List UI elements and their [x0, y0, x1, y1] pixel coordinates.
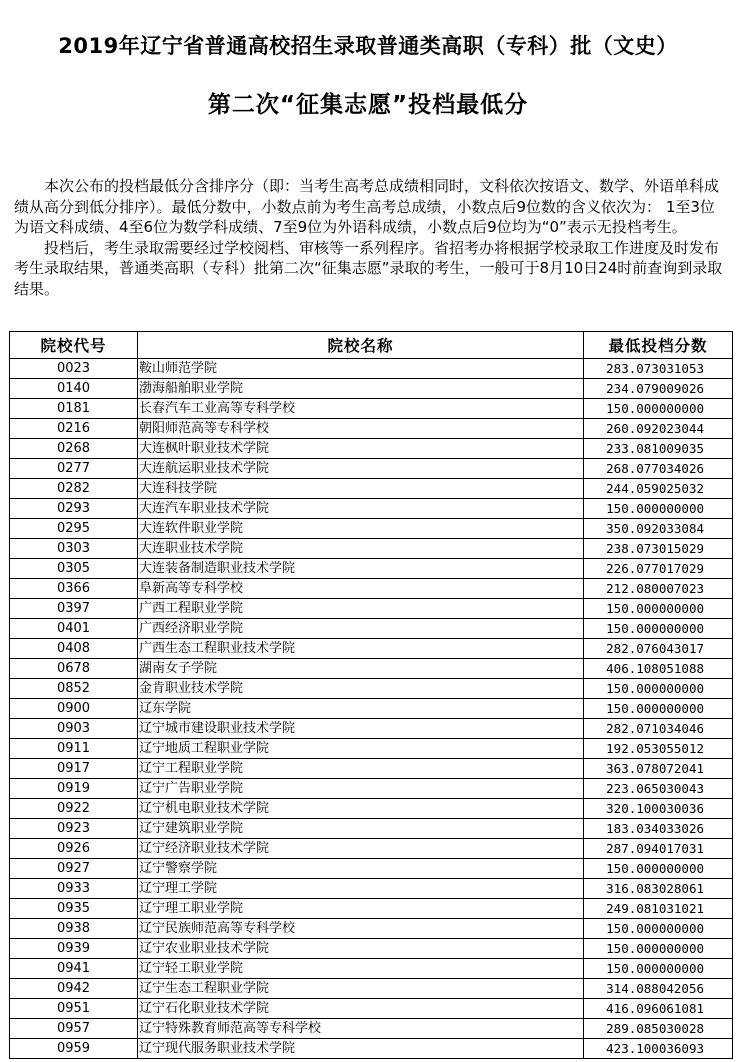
- school-name-cell: 辽宁现代服务职业技术学院: [138, 1039, 584, 1059]
- school-code-cell: 0951: [10, 999, 138, 1019]
- school-name-cell: 广西生态工程职业技术学院: [138, 639, 584, 659]
- school-code-cell: 0268: [10, 439, 138, 459]
- document-title: 2019年辽宁省普通高校招生录取普通类高职（专科）批（文史）: [58, 34, 678, 58]
- min-score-cell: 150.000000000: [584, 399, 733, 419]
- table-row: [10, 899, 733, 919]
- school-name-cell: 辽宁城市建设职业技术学院: [138, 719, 584, 739]
- school-name-cell: 鞍山师范学院: [138, 359, 584, 379]
- school-name-cell: 辽宁特殊教育师范高等专科学校: [138, 1019, 584, 1039]
- school-name-cell: 辽宁经济职业技术学院: [138, 839, 584, 859]
- school-name-cell: 辽宁理工职业学院: [138, 899, 584, 919]
- min-score-cell: 226.077017029: [584, 559, 733, 579]
- school-code-cell: 0942: [10, 979, 138, 999]
- school-name-cell: 辽宁农业职业技术学院: [138, 939, 584, 959]
- min-score-cell: 212.080007023: [584, 579, 733, 599]
- header-code: 院校代号: [10, 332, 138, 359]
- header-name: 院校名称: [138, 332, 584, 359]
- school-name-cell: 辽宁理工学院: [138, 879, 584, 899]
- min-score-cell: 234.079009026: [584, 379, 733, 399]
- school-name-cell: 辽宁警察学院: [138, 859, 584, 879]
- table-row: [10, 499, 733, 519]
- min-score-cell: 363.078072041: [584, 759, 733, 779]
- table-row: [10, 1019, 733, 1039]
- school-code-cell: 0939: [10, 939, 138, 959]
- table-body: [10, 359, 733, 1059]
- school-name-cell: 广西工程职业学院: [138, 599, 584, 619]
- table-header-row: [10, 332, 733, 359]
- school-code-cell: 0911: [10, 739, 138, 759]
- school-name-cell: 辽宁机电职业技术学院: [138, 799, 584, 819]
- min-score-cell: 316.083028061: [584, 879, 733, 899]
- min-score-cell: 150.000000000: [584, 859, 733, 879]
- table-row: [10, 619, 733, 639]
- min-score-cell: 350.092033084: [584, 519, 733, 539]
- table-row: [10, 839, 733, 859]
- school-code-cell: 0277: [10, 459, 138, 479]
- min-score-cell: 150.000000000: [584, 939, 733, 959]
- min-score-cell: 282.071034046: [584, 719, 733, 739]
- table-row: [10, 399, 733, 419]
- table-row: [10, 559, 733, 579]
- table-row: [10, 359, 733, 379]
- school-code-cell: 0935: [10, 899, 138, 919]
- school-code-cell: 0933: [10, 879, 138, 899]
- school-name-cell: 辽宁民族师范高等专科学校: [138, 919, 584, 939]
- school-code-cell: 0941: [10, 959, 138, 979]
- min-score-cell: 289.085030028: [584, 1019, 733, 1039]
- score-table: [9, 331, 733, 1059]
- school-name-cell: 渤海船舶职业学院: [138, 379, 584, 399]
- school-code-cell: 0917: [10, 759, 138, 779]
- min-score-cell: 406.108051088: [584, 659, 733, 679]
- school-code-cell: 0852: [10, 679, 138, 699]
- school-code-cell: 0919: [10, 779, 138, 799]
- table-row: [10, 679, 733, 699]
- table-row: [10, 879, 733, 899]
- min-score-cell: 416.096061081: [584, 999, 733, 1019]
- school-code-cell: 0140: [10, 379, 138, 399]
- table-row: [10, 939, 733, 959]
- table-row: [10, 479, 733, 499]
- min-score-cell: 287.094017031: [584, 839, 733, 859]
- min-score-cell: 282.076043017: [584, 639, 733, 659]
- table-row: [10, 779, 733, 799]
- school-code-cell: 0959: [10, 1039, 138, 1059]
- table-row: [10, 539, 733, 559]
- min-score-cell: 233.081009035: [584, 439, 733, 459]
- school-code-cell: 0181: [10, 399, 138, 419]
- table-row: [10, 999, 733, 1019]
- min-score-cell: 423.100036093: [584, 1039, 733, 1059]
- min-score-cell: 150.000000000: [584, 699, 733, 719]
- min-score-cell: 238.073015029: [584, 539, 733, 559]
- notes-section: [14, 176, 724, 299]
- school-code-cell: 0305: [10, 559, 138, 579]
- table-row: [10, 739, 733, 759]
- table-row: [10, 979, 733, 999]
- school-code-cell: 0957: [10, 1019, 138, 1039]
- header-score: 最低投档分数: [584, 332, 733, 359]
- school-name-cell: 湖南女子学院: [138, 659, 584, 679]
- school-name-cell: 辽宁工程职业学院: [138, 759, 584, 779]
- min-score-cell: 183.034033026: [584, 819, 733, 839]
- min-score-cell: 192.053055012: [584, 739, 733, 759]
- school-code-cell: 0303: [10, 539, 138, 559]
- school-name-cell: 辽宁石化职业技术学院: [138, 999, 584, 1019]
- table-row: [10, 719, 733, 739]
- school-name-cell: 阜新高等专科学校: [138, 579, 584, 599]
- min-score-cell: 150.000000000: [584, 619, 733, 639]
- table-row: [10, 959, 733, 979]
- table-row: [10, 819, 733, 839]
- school-name-cell: 金肯职业技术学院: [138, 679, 584, 699]
- school-code-cell: 0023: [10, 359, 138, 379]
- school-name-cell: 辽东学院: [138, 699, 584, 719]
- min-score-cell: 268.077034026: [584, 459, 733, 479]
- school-code-cell: 0295: [10, 519, 138, 539]
- min-score-cell: 283.073031053: [584, 359, 733, 379]
- school-code-cell: 0282: [10, 479, 138, 499]
- school-code-cell: 0293: [10, 499, 138, 519]
- school-code-cell: 0926: [10, 839, 138, 859]
- table-row: [10, 439, 733, 459]
- school-code-cell: 0678: [10, 659, 138, 679]
- school-code-cell: 0900: [10, 699, 138, 719]
- table-row: [10, 459, 733, 479]
- school-name-cell: 广西经济职业学院: [138, 619, 584, 639]
- school-code-cell: 0408: [10, 639, 138, 659]
- note-paragraph-1: 本次公布的投档最低分含排序分（即：当考生高考总成绩相同时，文科依次按语文、数学、外语单科成绩从高分到低分排序）。最低分数中，小数点前为考生高考总成绩，小数点后9位数的含义依次为： 1至3位为语文科成绩、4至6位为数学科成绩、7至9位为外语科成绩，小数点后9位均为“0”表示无投档考生。: [14, 177, 720, 236]
- school-name-cell: 大连枫叶职业技术学院: [138, 439, 584, 459]
- table-row: [10, 919, 733, 939]
- min-score-cell: 150.000000000: [584, 919, 733, 939]
- school-name-cell: 朝阳师范高等专科学校: [138, 419, 584, 439]
- school-name-cell: 长春汽车工业高等专科学校: [138, 399, 584, 419]
- table-row: [10, 1039, 733, 1059]
- min-score-cell: 244.059025032: [584, 479, 733, 499]
- school-code-cell: 0903: [10, 719, 138, 739]
- min-score-cell: 249.081031021: [584, 899, 733, 919]
- school-name-cell: 辽宁生态工程职业学院: [138, 979, 584, 999]
- school-code-cell: 0366: [10, 579, 138, 599]
- min-score-cell: 150.000000000: [584, 679, 733, 699]
- school-code-cell: 0938: [10, 919, 138, 939]
- school-code-cell: 0927: [10, 859, 138, 879]
- school-code-cell: 0401: [10, 619, 138, 639]
- min-score-cell: 150.000000000: [584, 959, 733, 979]
- table-row: [10, 579, 733, 599]
- document-subtitle: 第二次“征集志愿”投档最低分: [207, 92, 529, 118]
- table-row: [10, 419, 733, 439]
- school-name-cell: 大连软件职业学院: [138, 519, 584, 539]
- school-name-cell: 大连汽车职业技术学院: [138, 499, 584, 519]
- min-score-cell: 223.065030043: [584, 779, 733, 799]
- table-row: [10, 859, 733, 879]
- table-row: [10, 379, 733, 399]
- table-row: [10, 599, 733, 619]
- school-code-cell: 0923: [10, 819, 138, 839]
- school-name-cell: 辽宁轻工职业学院: [138, 959, 584, 979]
- school-code-cell: 0397: [10, 599, 138, 619]
- school-code-cell: 0216: [10, 419, 138, 439]
- table-row: [10, 699, 733, 719]
- table-row: [10, 759, 733, 779]
- table-row: [10, 639, 733, 659]
- min-score-cell: 150.000000000: [584, 499, 733, 519]
- min-score-cell: 314.088042056: [584, 979, 733, 999]
- table-row: [10, 519, 733, 539]
- note-paragraph-2: 投档后，考生录取需要经过学校阅档、审核等一系列程序。省招考办将根据学校录取工作进度及时发布考生录取结果，普通类高职（专科）批第二次“征集志愿”录取的考生，一般可于8月10日24时前查询到录取结果。: [14, 238, 723, 298]
- school-name-cell: 大连科技学院: [138, 479, 584, 499]
- school-name-cell: 辽宁地质工程职业学院: [138, 739, 584, 759]
- min-score-cell: 260.092023044: [584, 419, 733, 439]
- school-name-cell: 辽宁建筑职业学院: [138, 819, 584, 839]
- min-score-cell: 150.000000000: [584, 599, 733, 619]
- school-name-cell: 辽宁广告职业学院: [138, 779, 584, 799]
- table-row: [10, 659, 733, 679]
- school-code-cell: 0922: [10, 799, 138, 819]
- school-name-cell: 大连职业技术学院: [138, 539, 584, 559]
- school-name-cell: 大连装备制造职业技术学院: [138, 559, 584, 579]
- school-name-cell: 大连航运职业技术学院: [138, 459, 584, 479]
- table-row: [10, 799, 733, 819]
- min-score-cell: 320.100030036: [584, 799, 733, 819]
